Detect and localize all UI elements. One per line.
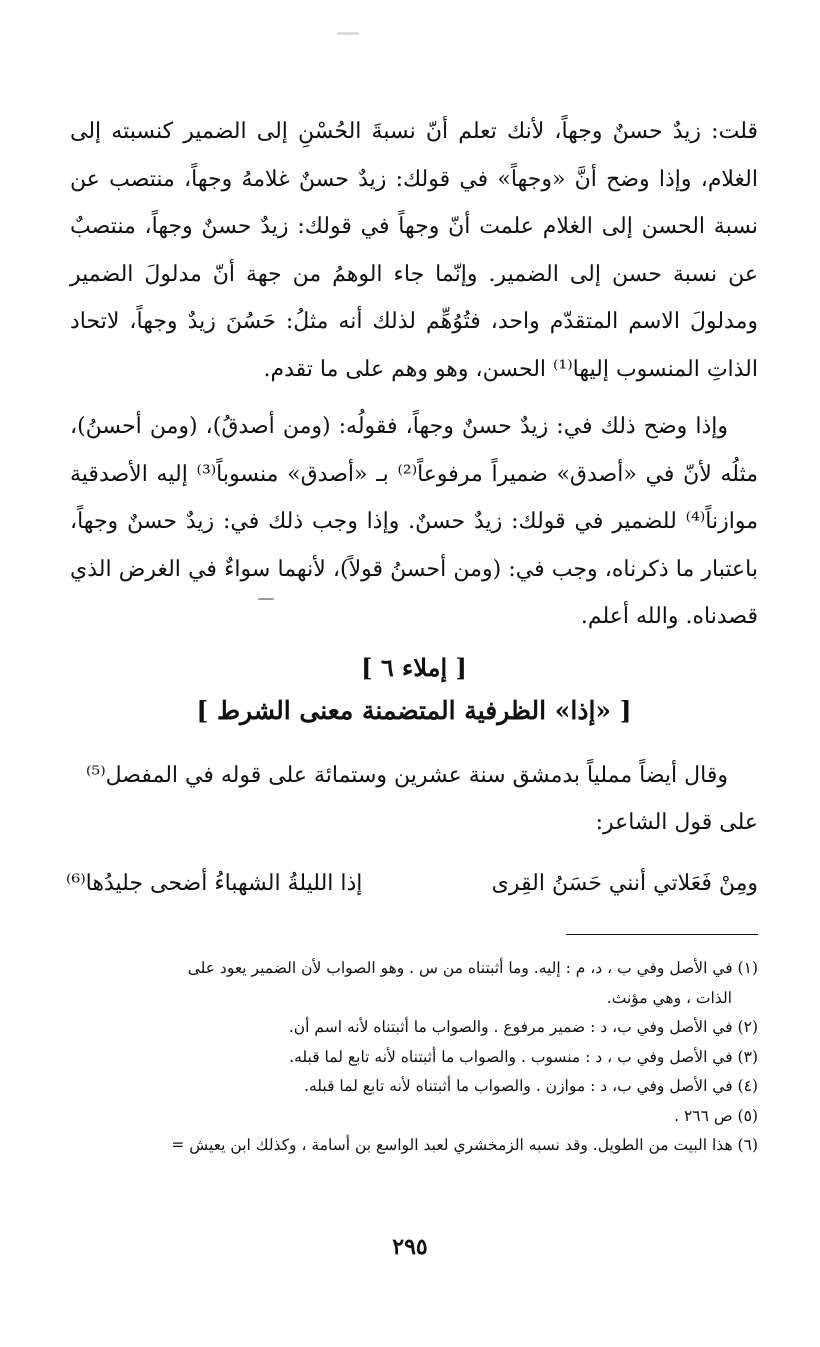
poetry-verse bbox=[66, 860, 758, 908]
footnote-5: (٥) ص ٢٦٦ . bbox=[674, 1106, 758, 1125]
footnote-1-cont: الذات ، وهي مؤنث. bbox=[606, 988, 732, 1007]
footnote-4: (٤) في الأصل وفي ب، د : موازن . والصواب ما أثبتناه لأنه تابع لما قبله. bbox=[304, 1077, 758, 1095]
dictation-number: [ إملاء ٦ ] bbox=[361, 653, 467, 682]
section-title: [ «إذا» الظرفية المتضمنة معنى الشرط ] bbox=[196, 696, 632, 725]
page-number: ٢٩٥ bbox=[392, 1234, 428, 1260]
footnote-1 bbox=[66, 954, 758, 1013]
footnote-separator bbox=[566, 934, 758, 935]
footnote-1-text: (١) في الأصل وفي ب ، د، م : إليه. وما أثبتناه من س . وهو الصواب لأن الضمير يعود على bbox=[187, 959, 758, 977]
footnote-3: (٣) في الأصل وفي ب ، د : منسوب . والصواب ما أثبتناه لأنه تابع لما قبله. bbox=[289, 1047, 758, 1066]
dictation-intro: وقال أيضاً مملياً بدمشق سنة عشرين وستمائة على قوله في المفصل⁽⁵⁾ bbox=[85, 763, 728, 788]
verse-first-hemistich: ومِنْ فَعَلاتي أنني حَسَنُ القِرى bbox=[491, 871, 758, 896]
main-text bbox=[70, 108, 758, 641]
dictation-text bbox=[70, 752, 758, 846]
scan-smudge bbox=[337, 32, 359, 35]
section-heading bbox=[70, 648, 758, 734]
paragraph-2: وإذا وضح ذلك في: زيدٌ حسنٌ وجهاً، فقولُه: (ومن أصدقُ)، (ومن أحسنُ)، مثلُه لأنّ في «أصدق» ضميراً مرفوعاً⁽²⁾ بـ «أصدق» منسوباً⁽³⁾ إليه الأصدقية موازناً⁽⁴⁾ للضمير في قولك: زيدٌ حسنٌ. وإذا وجب ذلك في: زيدٌ حسنٌ وجهاً، باعتبار ما ذكرناه، وجب في: (ومن أحسنُ قولاً)، لأنهما سواءٌ في الغرض الذي قصدناه. والله أعلم. bbox=[70, 414, 759, 629]
paragraph-1: قلت: زيدٌ حسنٌ وجهاً، لأنك تعلم أنّ نسبةَ الحُسْنِ إلى الضمير كنسبته إلى الغلام، وإذا وضح أنَّ «وجهاً» في قولك: زيدٌ حسنٌ غلامهُ وجهاً، منتصب عن نسبة الحسن إلى الغلام علمت أنّ وجهاً في قولك: زيدٌ حسنٌ وجهاً، منتصبٌ عن نسبة حسن إلى الضمير. وإنّما جاء الوهمُ من جهة أنّ مدلولَ الضمير ومدلولَ الاسم المتقدّم واحد، فتُوُهِّم لذلك أنه مثلُ: حَسُنَ زيدٌ وجهاً، لاتحاد الذاتِ المنسوب إليها⁽¹⁾ الحسن، وهو وهم على ما تقدم. bbox=[70, 119, 758, 382]
footnote-2: (٢) في الأصل وفي ب، د : ضمير مرفوع . والصواب ما أثبتناه لأنه اسم أن. bbox=[288, 1018, 758, 1036]
dictation-intro-cont: على قول الشاعر: bbox=[595, 810, 758, 835]
footnotes bbox=[66, 954, 758, 1161]
verse-second-hemistich: إذا الليلةُ الشهباءُ أضحى جليدُها⁽⁶⁾ bbox=[66, 871, 363, 896]
footnote-6: (٦) هذا البيت من الطويل. وقد نسبه الزمخشري لعبد الواسع بن أسامة ، وكذلك ابن يعيش = bbox=[171, 1136, 758, 1154]
